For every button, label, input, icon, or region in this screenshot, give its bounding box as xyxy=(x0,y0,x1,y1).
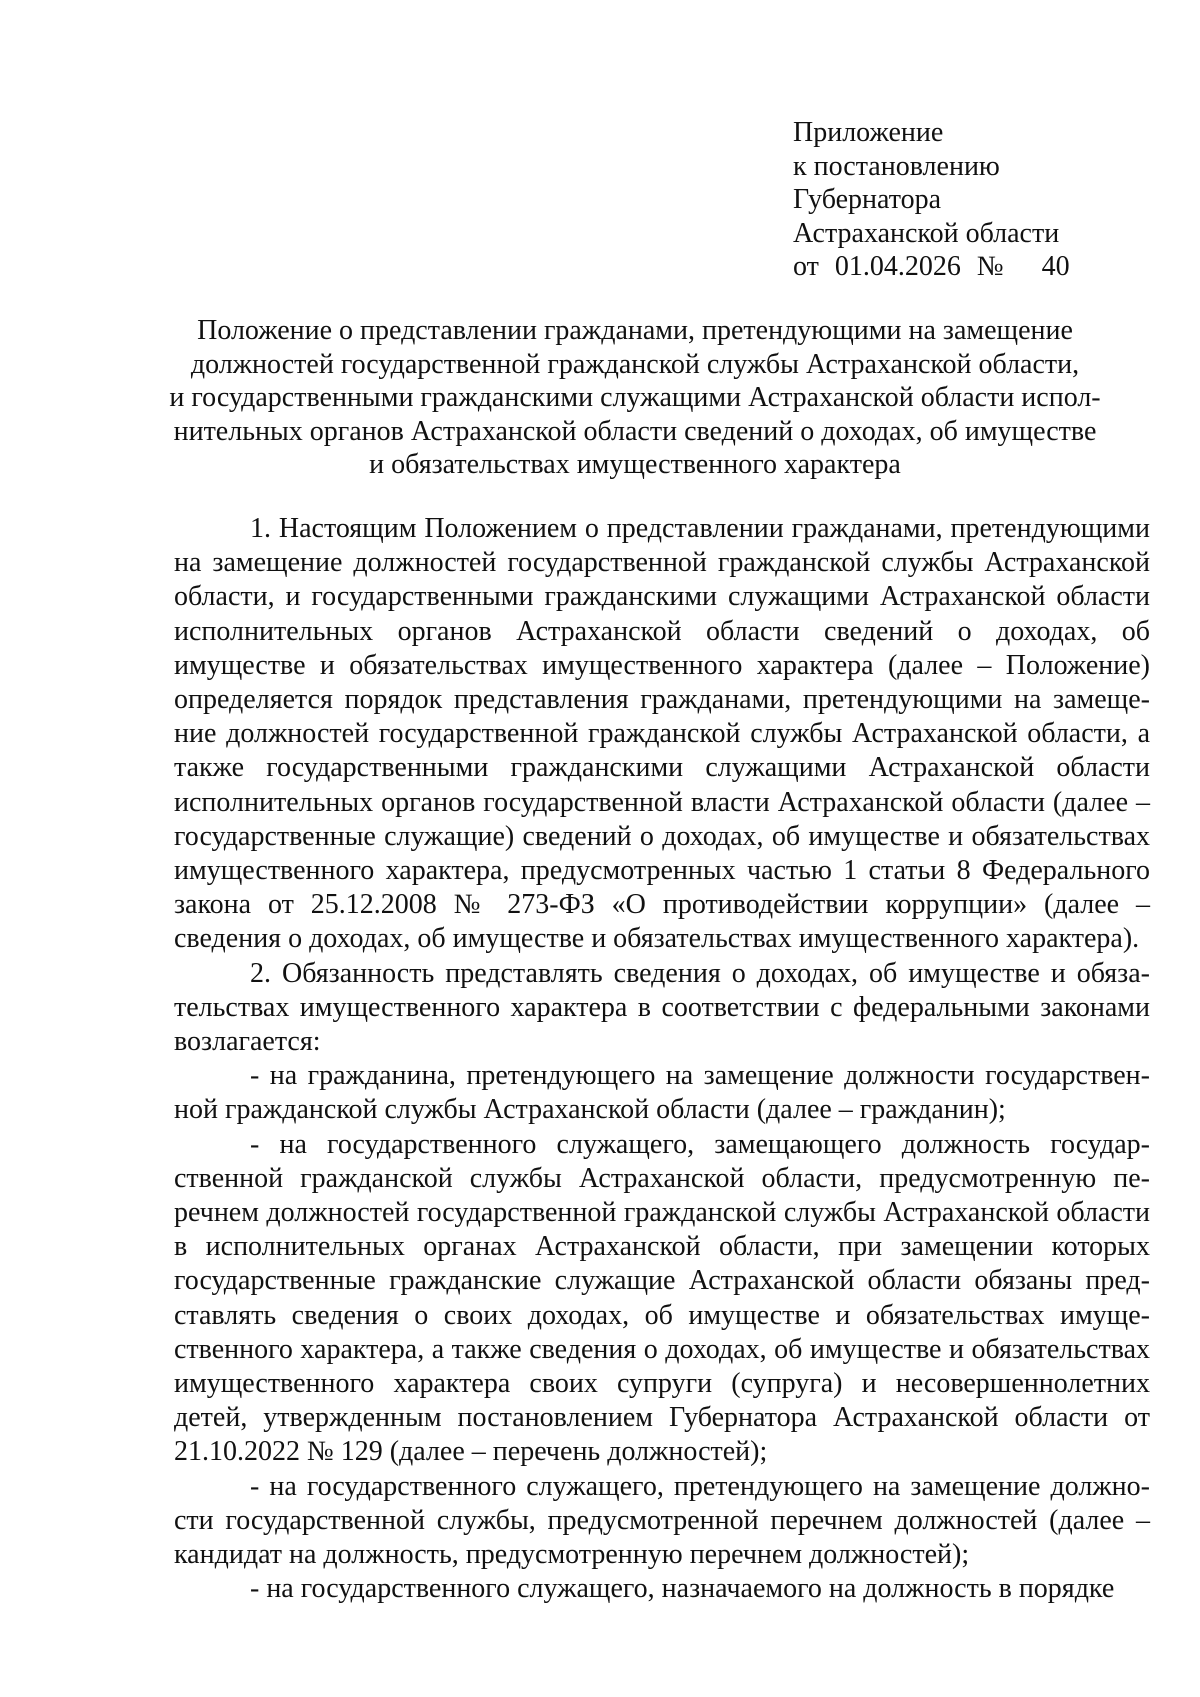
title-line: нительных органов Астраханской области сведений о доходах, об имуществе xyxy=(173,415,1097,447)
list-item-citizen: - на гражданина, претендующего на замещение должности государственной гражданской службы Астраханской области (далее – гражданин); xyxy=(174,1060,1150,1126)
appendix-line-4: Астраханской области xyxy=(793,217,1060,249)
title-line: и государственными гражданскими служащими Астраханской области испол- xyxy=(169,382,1101,413)
appendix-block xyxy=(793,116,1070,284)
list-item-appointed: - на государственного служащего, назначаемого на должность в порядке xyxy=(250,1573,1115,1605)
appendix-line-1: Приложение xyxy=(793,117,944,148)
title-line: должностей государственной гражданской службы Астраханской области, xyxy=(190,348,1080,380)
list-item-servant-list-position: - на государственного служащего, замещающего должность государственной гражданской службы Астраханской области, предусмотренную перечнем должностей государственной гражданской службы Астраханской области в исполнительных органах Астраханской области, при замещении которых государственные гражданские служащие Астраханской области обязаны представлять сведения о своих доходах, об имуществе и обязательствах имущественного характера, а также сведения о доходах, об имуществе и обязательствах имущественного характера своих супруги (супруга) и несовершеннолетних детей, утвержденным постановлением Губернатора Астраханской области от 21.10.2022 № 129 (далее – перечень должностей); xyxy=(174,1128,1150,1468)
document-body xyxy=(174,512,1150,1607)
title-line: и обязательствах имущественного характера xyxy=(369,449,901,480)
title-line: Положение о представлении гражданами, претендующими на замещение xyxy=(197,315,1073,346)
appendix-line-2: к постановлению xyxy=(793,150,1000,182)
date-prefix: от xyxy=(793,251,819,282)
document-title xyxy=(150,314,1120,482)
document-date: 01.04.2026 xyxy=(834,251,961,282)
number-sign: № xyxy=(976,251,1004,282)
appendix-date-number-line xyxy=(793,250,1070,284)
appendix-line-3: Губернатора xyxy=(793,184,942,215)
paragraph-1: 1. Настоящим Положением о представлении гражданами, претендующими на замещение должностей государственной гражданской службы Астраханской области, и государственными гражданскими служащими Астраханской области исполнительных органов Астраханской области сведений о доходах, об имуществе и обязательствах имущественного характера (далее – Положение) определяется порядок представления гражданами, претендующими на замещение должностей государственной гражданской службы Астраханской области, а также государственными гражданскими служащими Астраханской области исполнительных органов государственной власти Астраханской области (далее – государственные служащие) сведений о доходах, об имуществе и обязательствах имущественного характера, предусмотренных частью 1 статьи 8 Федерального закона от 25.12.2008 № 273-ФЗ «О противодействии коррупции» (далее – сведения о доходах, об имуществе и обязательствах имущественного характера). xyxy=(174,513,1150,955)
document-number: 40 xyxy=(1041,251,1070,282)
list-item-candidate: - на государственного служащего, претендующего на замещение должности государственной службы, предусмотренной перечнем должностей (далее – кандидат на должность, предусмотренную перечнем должностей); xyxy=(174,1470,1150,1571)
paragraph-2: 2. Обязанность представлять сведения о доходах, об имуществе и обязательствах имущественного характера в соответствии с федеральными законами возлагается: xyxy=(174,957,1150,1058)
